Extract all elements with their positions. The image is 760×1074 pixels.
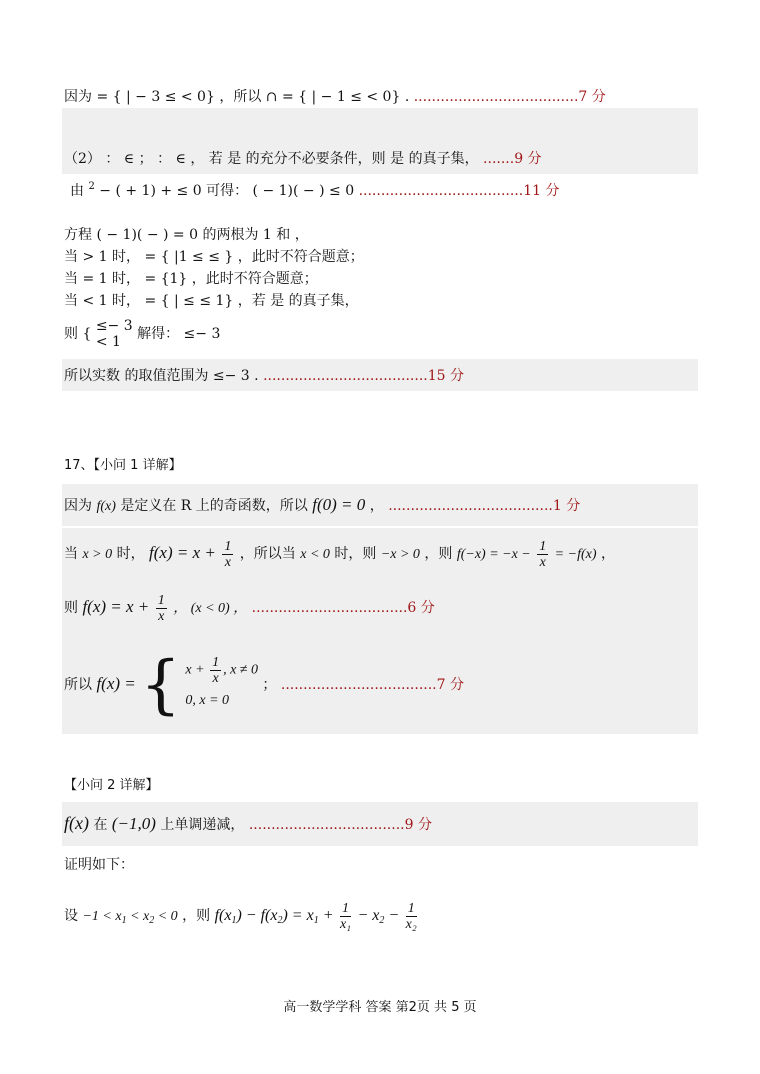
q17-proof-eq-s1: 1 — [231, 915, 237, 926]
q17-proof-minus2: − — [384, 907, 400, 924]
q17-proof-frac2-num: 1 — [406, 901, 417, 917]
q17-proof-cond-c: < 0 — [154, 909, 178, 924]
q17-proof-eq-s4: 2 — [379, 915, 385, 926]
q17-l3-pre: 则 — [64, 600, 78, 616]
q17-p2-t2: 上单调递减， — [160, 817, 245, 833]
q17-line-3 — [64, 590, 435, 626]
q17-l2-t4: ，则 — [424, 546, 453, 562]
q17-proof-frac1-den: x₁ — [339, 916, 352, 932]
q17-proof-frac2-den: x₂ — [405, 916, 417, 932]
q17-l2-t2: ，所以当 — [239, 546, 296, 562]
q16-line-1-text: 因为 = { | − 3 ≤ < 0} ，所以 ∩ = { | − 1 ≤ < 0} . — [64, 89, 410, 105]
q17-l2-cond3: −x > 0 — [380, 547, 420, 562]
q17-pw-frac-den: x — [212, 670, 219, 686]
q16-line-3-score: .....................................11 分 — [358, 183, 560, 199]
q16-line-6: 当 = 1 时， = {1} ，此时不符合题意； — [64, 271, 318, 287]
q17-proof-eq-s2: 2 — [277, 915, 283, 926]
q17-l2-t3: 时，则 — [334, 546, 377, 562]
q17-p2-score: ...................................9 分 — [248, 817, 432, 833]
q17-proof-frac1-num: 1 — [340, 901, 351, 917]
q17-piecewise-row2: 0, x = 0 — [185, 692, 230, 708]
q17-proof-cond-b: < x — [126, 909, 150, 924]
q17-proof-line — [64, 896, 419, 941]
q17-pw-r1-b: , x ≠ 0 — [223, 662, 258, 678]
q16-line-5: 当 > 1 时， = { |1 ≤ ≤ } ，此时不符合题意； — [64, 249, 364, 265]
q17-line-1 — [64, 496, 580, 516]
q17-l4-pre: 所以 — [64, 677, 92, 693]
q16-line-9 — [64, 367, 464, 385]
q17-l1-comma: ， — [369, 498, 384, 514]
q17-proof-minus-x2 — [358, 907, 400, 924]
q17-proof-cond — [82, 909, 177, 924]
q17-l2-eq2-r: = −f(x) — [554, 547, 597, 562]
q17-l3-frac — [156, 593, 167, 624]
q17-l2-frac-den: x — [224, 554, 231, 570]
q16-condition-top: ≤− 3 — [95, 318, 133, 334]
q16-line-9-text: 所以实数 的取值范围为 ≤− 3 . — [64, 368, 259, 384]
q16-line-4: 方程 ( − 1)( − ) = 0 的两根为 1 和 ， — [64, 227, 309, 243]
piecewise-brace-icon: { — [140, 648, 181, 722]
q16-line-3 — [70, 178, 559, 200]
q17-l2-pre: 当 — [64, 546, 78, 562]
q17-l2-cond2: x < 0 — [300, 547, 330, 562]
q16-line-3-text: 由 — [70, 183, 89, 199]
q17-l2-frac2 — [537, 539, 548, 570]
q17-piecewise — [185, 655, 258, 716]
q17-proof-frac2 — [406, 901, 417, 932]
q17-line-4 — [64, 648, 464, 722]
q17-l4-sep: ； — [262, 677, 277, 693]
q17-proof-eq-b: ) − f(x — [236, 907, 278, 924]
q17-proof-pre: 设 — [64, 908, 78, 924]
q17-heading: 17、【小问 1 详解】 — [64, 458, 182, 473]
q16-line-7: 当 < 1 时， = { | ≤ ≤ 1} ，若 是 的真子集， — [64, 293, 359, 309]
q17-heading-2: 【小问 2 详解】 — [64, 778, 159, 793]
q16-line-1 — [64, 88, 606, 106]
page-footer: 高一数学学科 答案 第2页 共 5 页 — [283, 1000, 477, 1015]
q17-l2-frac2-den: x — [539, 554, 546, 570]
q17-l2-cond: x > 0 — [82, 547, 113, 562]
q17-l4-eq: f(x) = — [96, 674, 136, 693]
q17-proof-cond-s2: 2 — [149, 915, 155, 926]
q17-p2-interval: (−1,0) — [111, 814, 156, 833]
q17-proof-plus: + — [318, 907, 334, 924]
q17-l2-frac-num: 1 — [224, 538, 232, 554]
q17-proof-intro: 证明如下： — [64, 857, 134, 873]
q17-p2-fx: f(x) — [64, 813, 89, 833]
q17-pw-r1-a: x + — [185, 662, 205, 678]
q16-line-9-score: .....................................15 分 — [263, 368, 464, 384]
q17-l2-t1: 时， — [116, 546, 145, 562]
q16-line-3-sup: 2 — [88, 181, 95, 192]
q17-proof-cond-s1: 1 — [121, 915, 127, 926]
q17-piecewise-row1 — [185, 655, 258, 686]
q17-l3-eq: f(x) = x + — [82, 597, 150, 616]
q16-line-2-text: （2） ： ∈ ； ： ∈ ， 若 是 的充分不必要条件，则 是 的真子集， — [64, 151, 479, 167]
q17-l3-frac-den: x — [158, 608, 165, 624]
q17-proof-eq-s3: 1 — [313, 915, 319, 926]
q17-l1-eq: f(0) = 0 — [312, 495, 366, 514]
q17-proof-minus: − x — [357, 907, 380, 924]
q17-l3-cond: ， (x < 0) ， — [173, 601, 248, 616]
q17-l1-pre: 因为 — [64, 498, 92, 514]
q17-l2-frac2-num: 1 — [539, 538, 547, 554]
q17-l1-mid: 是定义在 R 上的奇函数，所以 — [120, 498, 308, 514]
q17-l3-frac-num: 1 — [157, 592, 165, 608]
q16-line-8-prefix: 则 { — [64, 326, 92, 342]
q17-p2-t1: 在 — [93, 817, 108, 833]
q16-line-8-suffix: 解得： ≤− 3 — [137, 326, 221, 342]
q17-l4-score: ...................................7 分 — [280, 677, 464, 693]
q17-part2-line-1 — [64, 814, 432, 834]
q17-l3-score: ...................................6 分 — [251, 600, 435, 616]
q17-proof-cond-a: −1 < x — [82, 909, 122, 924]
q16-line-2-score: .......9 分 — [483, 151, 542, 167]
q17-proof-eq — [215, 907, 334, 924]
q17-l2-end: ， — [600, 546, 615, 562]
q16-line-2 — [64, 150, 542, 168]
q17-proof-frac1 — [340, 901, 351, 932]
q16-condition-bottom: < 1 — [95, 334, 121, 350]
q17-l2-eq: f(x) = x + — [149, 543, 216, 562]
q17-l2-eq2: f(−x) = −x − — [456, 547, 531, 562]
q17-proof-eq-c: ) = x — [282, 907, 314, 924]
q16-line-8 — [64, 318, 220, 350]
q17-pw-frac — [210, 655, 221, 686]
q16-line-1-score: .....................................7 分 — [413, 89, 606, 105]
q17-line-2 — [64, 536, 615, 572]
q17-l2-frac — [222, 539, 233, 570]
q17-pw-frac-num: 1 — [212, 654, 220, 670]
q17-l1-score: .....................................1 分 — [388, 498, 581, 514]
q17-proof-eq-a: f(x — [214, 907, 232, 924]
q16-line-3-rest: − ( + 1) + ≤ 0 可得： ( − 1)( − ) ≤ 0 — [99, 183, 355, 199]
q17-l1-fx: f(x) — [96, 499, 116, 514]
q16-condition-stack — [96, 318, 133, 350]
q17-proof-then: ，则 — [182, 908, 211, 924]
